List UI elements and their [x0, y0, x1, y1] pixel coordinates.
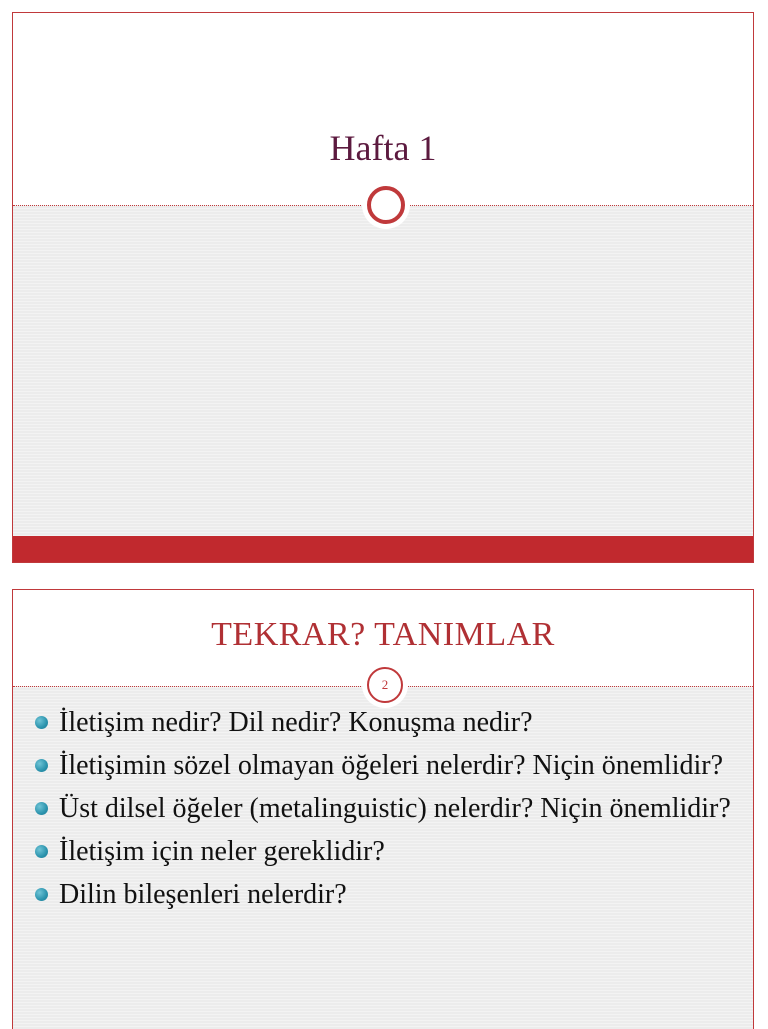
bullet-icon — [35, 759, 48, 772]
slide-title: Hafta 1 — [329, 128, 437, 168]
footer-band — [13, 536, 753, 562]
list-item-text: İletişimin sözel olmayan öğeleri nelerdir? Niçin önemlidir? — [59, 750, 724, 781]
circle-ornament-icon — [367, 186, 405, 224]
list-item — [33, 835, 733, 868]
bullet-list — [33, 706, 733, 921]
list-item-text: Üst dilsel öğeler (metalinguistic) nelerdir? Niçin önemlidir? — [59, 793, 731, 824]
slide-2 — [12, 589, 754, 1029]
content-area — [13, 205, 753, 562]
bullet-icon — [35, 845, 48, 858]
slide-title: TEKRAR? TANIMLAR — [211, 616, 555, 653]
page-number: 2 — [367, 667, 403, 703]
bullet-icon — [35, 716, 48, 729]
title-area — [13, 13, 753, 205]
list-item-text: İletişim için neler gereklidir? — [59, 836, 385, 867]
list-item-text: Dilin bileşenleri nelerdir? — [59, 879, 347, 910]
list-item — [33, 749, 733, 782]
list-item — [33, 792, 733, 825]
list-item — [33, 706, 733, 739]
list-item-text: İletişim nedir? Dil nedir? Konuşma nedir? — [59, 707, 533, 738]
bullet-icon — [35, 802, 48, 815]
slide-1 — [12, 12, 754, 563]
list-item — [33, 878, 733, 911]
bullet-icon — [35, 888, 48, 901]
